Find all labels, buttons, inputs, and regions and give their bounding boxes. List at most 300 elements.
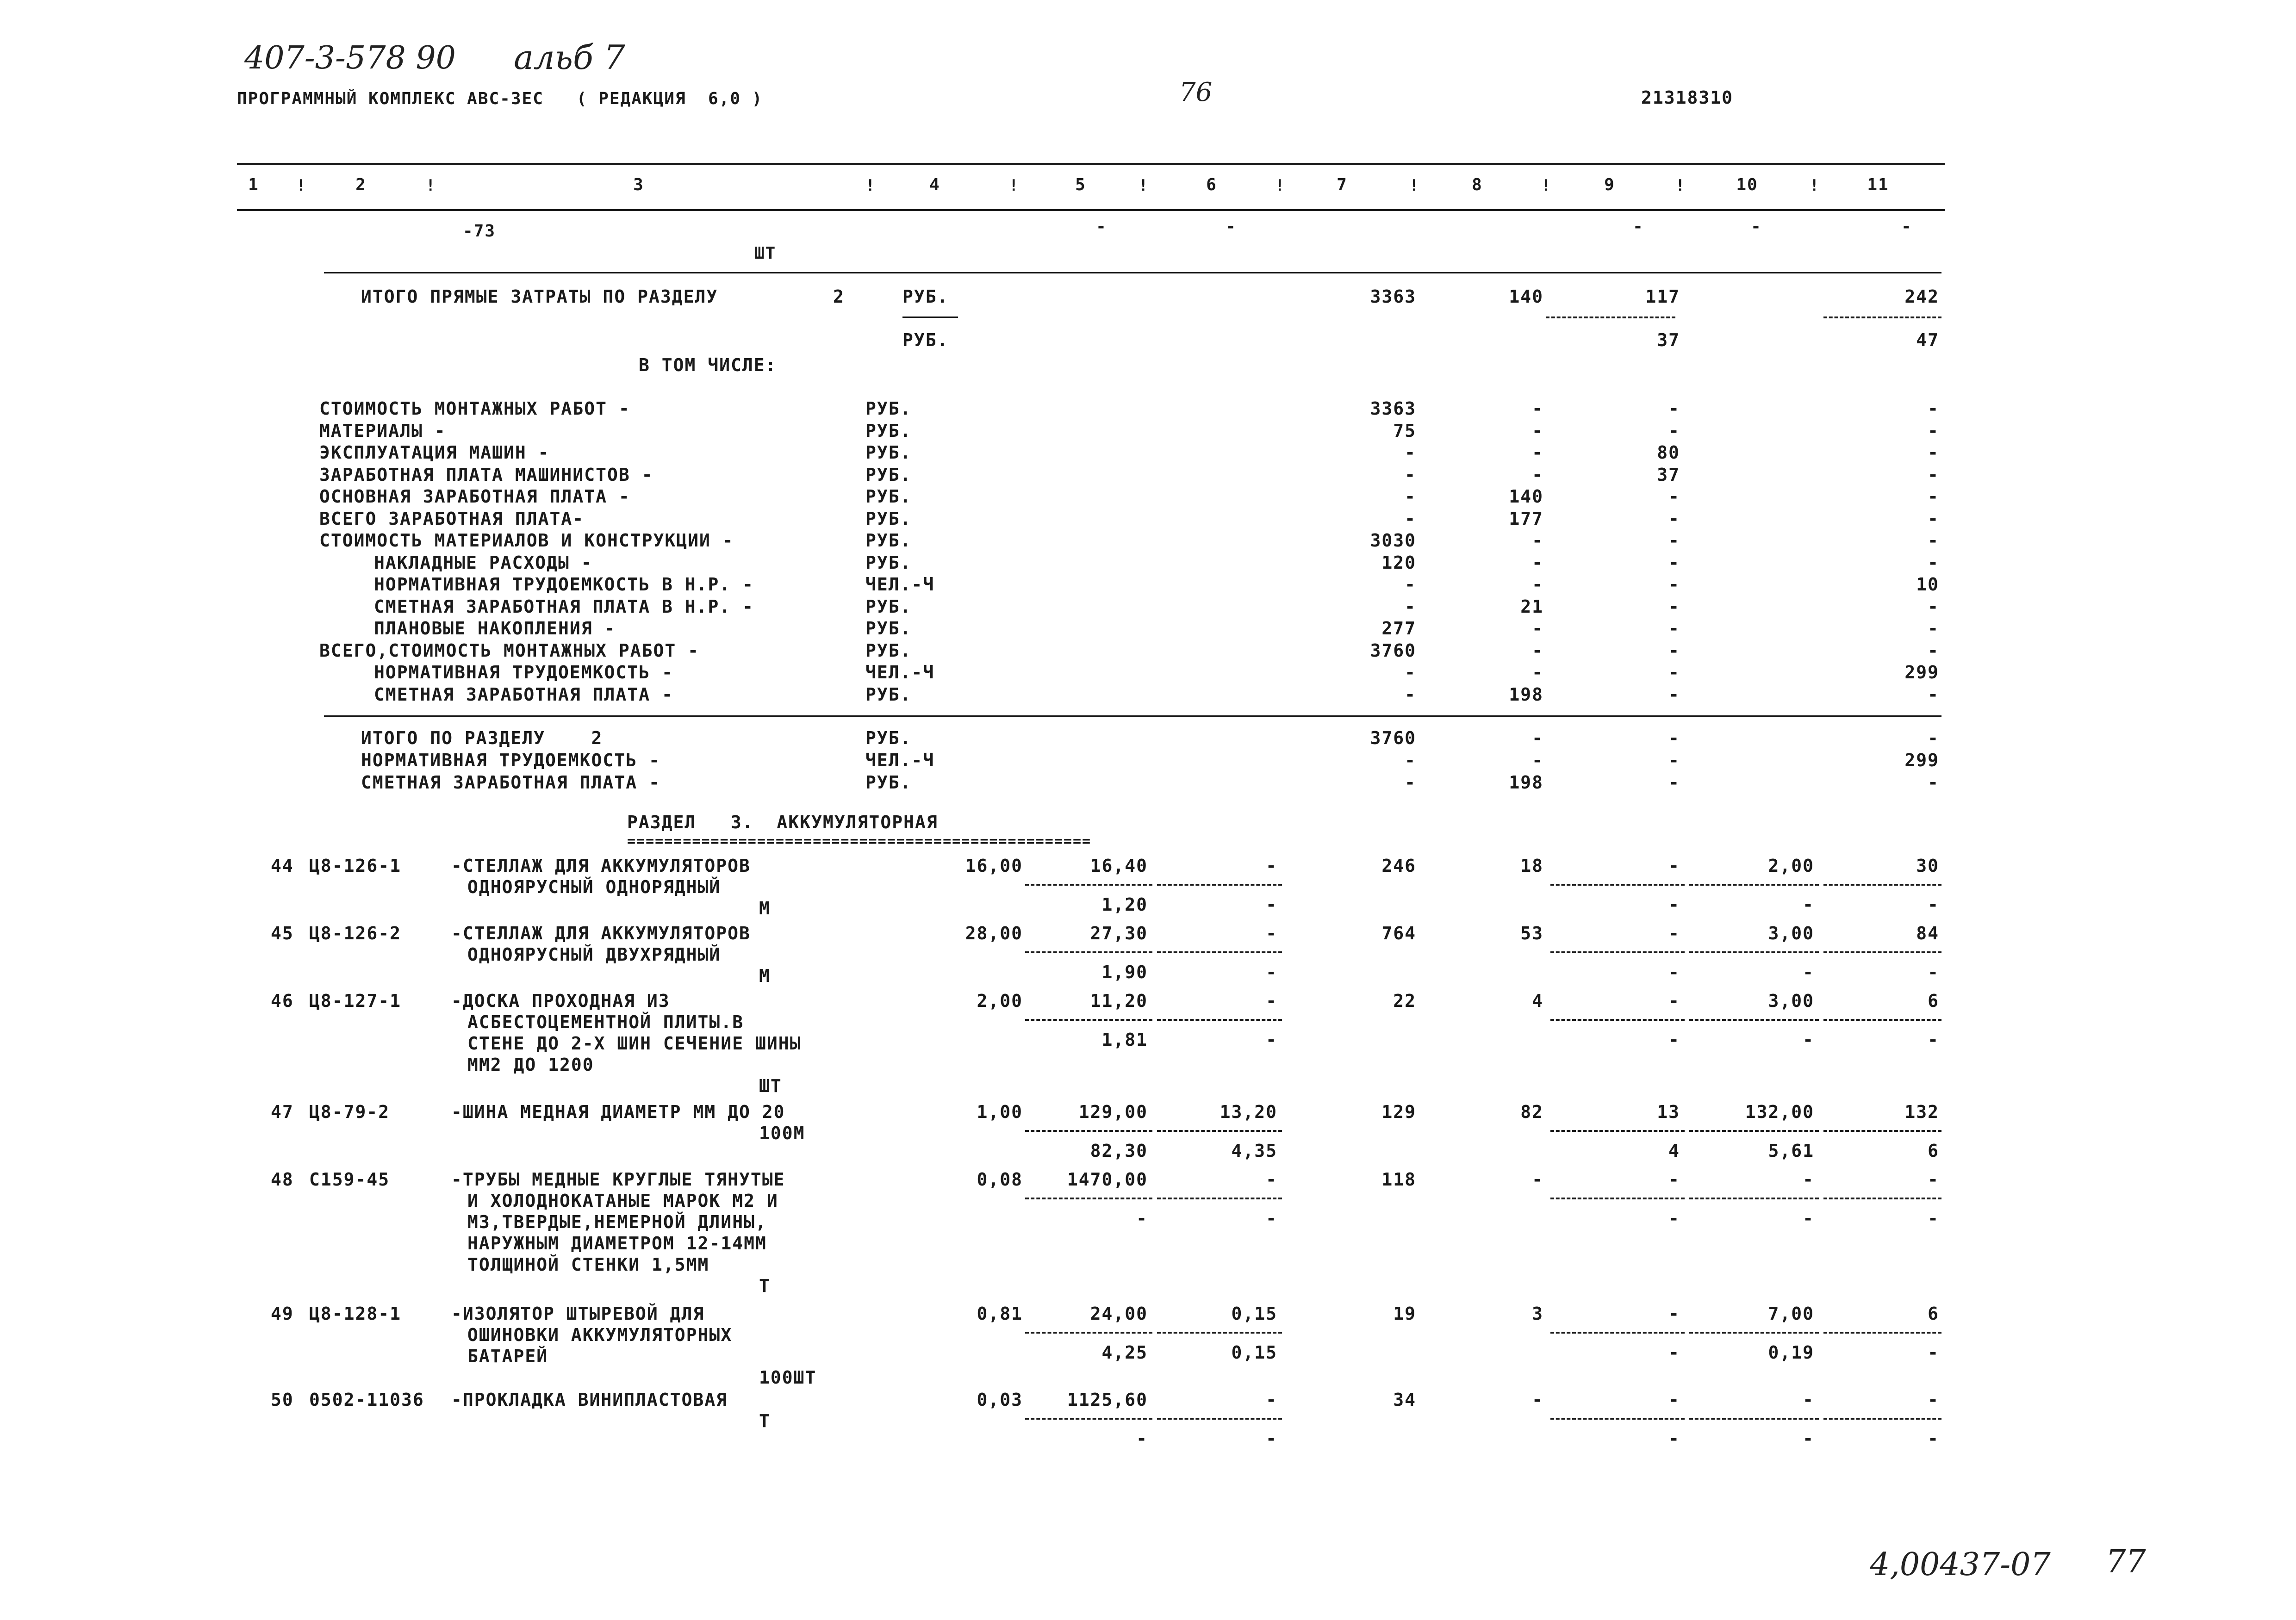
item-c11: 30 — [1916, 856, 1939, 876]
breakdown-c7: - — [1405, 596, 1416, 617]
breakdown-unit: РУБ. — [865, 618, 912, 639]
column-number-5: 5 — [1075, 175, 1086, 194]
breakdown-c7: - — [1405, 486, 1416, 507]
breakdown-c7: 3030 — [1370, 530, 1416, 551]
item-c10: 3,00 — [1768, 923, 1814, 943]
item-description-line: -СТЕЛЛАЖ ДЛЯ АККУМУЛЯТОРОВ — [451, 856, 751, 876]
section3-title: РАЗДЕЛ 3. АККУМУЛЯТОРНАЯ — [627, 812, 938, 832]
item-c6-sub: 4,35 — [1231, 1141, 1277, 1161]
breakdown-label: НОРМАТИВНАЯ ТРУДОЕМКОСТЬ В Н.Р. - — [374, 574, 754, 595]
top-row-c6: - — [1226, 217, 1237, 236]
section2-summary-c8: - — [1532, 750, 1543, 770]
item-number: 46 — [271, 991, 294, 1011]
top-row-c10: - — [1751, 217, 1762, 236]
item-c9-sub: - — [1668, 1208, 1680, 1229]
item-c9-sub: - — [1668, 1428, 1680, 1449]
column-separator: ! — [1275, 176, 1286, 195]
column-separator: ! — [426, 176, 436, 195]
section-total-unit: РУБ. — [902, 286, 949, 307]
item-number: 50 — [271, 1390, 294, 1410]
item-c10-underline — [1689, 951, 1819, 953]
breakdown-c11: - — [1928, 486, 1939, 507]
breakdown-c8: 140 — [1509, 486, 1543, 507]
breakdown-c11: 299 — [1904, 662, 1939, 683]
item-description-line: АСБЕСТОЦЕМЕНТНОЙ ПЛИТЫ.В — [467, 1012, 744, 1032]
breakdown-c7: 3363 — [1370, 398, 1416, 419]
item-description-line: ОДНОЯРУСНЫЙ ОДНОРЯДНЫЙ — [467, 877, 721, 897]
item-c9-sub: 4 — [1668, 1141, 1680, 1161]
breakdown-unit: РУБ. — [865, 398, 912, 419]
breakdown-c11: - — [1928, 398, 1939, 419]
breakdown-c7: - — [1405, 442, 1416, 463]
breakdown-c9: - — [1668, 618, 1680, 639]
item-c5-sub: 1,90 — [1101, 962, 1148, 982]
item-c5: 1470,00 — [1067, 1169, 1148, 1190]
item-c6: - — [1266, 1390, 1277, 1410]
item-code: Ц8-128-1 — [309, 1303, 402, 1324]
item-number: 48 — [271, 1169, 294, 1190]
breakdown-c11: - — [1928, 618, 1939, 639]
item-code: Ц8-127-1 — [309, 991, 402, 1011]
item-c7: 118 — [1381, 1169, 1416, 1190]
breakdown-c9: - — [1668, 574, 1680, 595]
breakdown-c9: - — [1668, 530, 1680, 551]
item-code: Ц8-126-2 — [309, 923, 402, 943]
item-unit: ШТ — [759, 1076, 782, 1096]
item-c11-sub: - — [1928, 962, 1939, 982]
item-unit: Т — [759, 1276, 771, 1296]
section2-summary-c7: - — [1405, 750, 1416, 770]
item-unit: М — [759, 898, 771, 919]
item-c6-underline — [1157, 1130, 1282, 1132]
section-total-c9-sub: 37 — [1657, 330, 1680, 350]
item-description-line: ОДНОЯРУСНЫЙ ДВУХРЯДНЫЙ — [467, 944, 721, 965]
column-number-4: 4 — [929, 175, 940, 194]
document-code: 21318310 — [1641, 87, 1734, 108]
breakdown-c11: - — [1928, 684, 1939, 705]
handwritten-footer-code: 4,00437-07 — [1870, 1546, 2051, 1583]
program-line: ПРОГРАММНЫЙ КОМПЛЕКС АВС-3ЕС ( РЕДАКЦИЯ 6,0 ) — [237, 89, 763, 108]
item-c9-underline — [1550, 1418, 1685, 1420]
breakdown-label: ПЛАНОВЫЕ НАКОПЛЕНИЯ - — [374, 618, 616, 639]
item-c5-sub: 1,20 — [1101, 894, 1148, 915]
item-c11-underline — [1823, 1332, 1941, 1334]
item-c7: 246 — [1381, 856, 1416, 876]
breakdown-c9: - — [1668, 486, 1680, 507]
item-c4: 0,81 — [977, 1303, 1023, 1324]
column-separator: ! — [296, 176, 307, 195]
column-separator: ! — [865, 176, 876, 195]
breakdown-c8: 21 — [1520, 596, 1543, 617]
breakdown-c11: - — [1928, 421, 1939, 441]
c9-underline — [1546, 317, 1675, 318]
section2-summary-c8: 198 — [1509, 772, 1543, 793]
item-c10-sub: - — [1803, 894, 1814, 915]
breakdown-c9: - — [1668, 640, 1680, 661]
section2-summary-c9: - — [1668, 772, 1680, 793]
breakdown-c8: - — [1532, 618, 1543, 639]
c11-underline — [1823, 317, 1941, 318]
section2-summary-c11: 299 — [1904, 750, 1939, 770]
item-c9: - — [1668, 1169, 1680, 1190]
item-c9: - — [1668, 1390, 1680, 1410]
item-c9-underline — [1550, 1198, 1685, 1199]
item-c11-underline — [1823, 951, 1941, 953]
item-c6-sub: - — [1266, 1030, 1277, 1050]
breakdown-unit: РУБ. — [865, 596, 912, 617]
column-separator: ! — [1675, 176, 1686, 195]
item-c5-underline — [1025, 884, 1152, 886]
breakdown-label: ВСЕГО,СТОИМОСТЬ МОНТАЖНЫХ РАБОТ - — [319, 640, 699, 661]
section2-summary-c8: - — [1532, 728, 1543, 748]
item-c4: 2,00 — [977, 991, 1023, 1011]
item-c5: 1125,60 — [1067, 1390, 1148, 1410]
item-c11-underline — [1823, 1130, 1941, 1132]
breakdown-c8: - — [1532, 552, 1543, 573]
item-c7: 19 — [1393, 1303, 1416, 1324]
item-c10-underline — [1689, 1019, 1819, 1021]
breakdown-c9: - — [1668, 662, 1680, 683]
item-c10: 132,00 — [1745, 1102, 1814, 1122]
breakdown-c7: - — [1405, 684, 1416, 705]
item-c5-sub: 4,25 — [1101, 1342, 1148, 1363]
breakdown-c7: - — [1405, 662, 1416, 683]
column-separator: ! — [1139, 176, 1149, 195]
breakdown-c9: - — [1668, 421, 1680, 441]
item-description-line: ОШИНОВКИ АККУМУЛЯТОРНЫХ — [467, 1325, 733, 1345]
column-separator: ! — [1409, 176, 1420, 195]
item-c5: 24,00 — [1090, 1303, 1148, 1324]
item-description-line: -ШИНА МЕДНАЯ ДИАМЕТР ММ ДО 20 — [451, 1102, 785, 1122]
section-total-label: ИТОГО ПРЯМЫЕ ЗАТРАТЫ ПО РАЗДЕЛУ — [361, 286, 718, 307]
item-c10: 7,00 — [1768, 1303, 1814, 1324]
item-c10: 2,00 — [1768, 856, 1814, 876]
column-separator: ! — [1009, 176, 1020, 195]
item-c9-sub: - — [1668, 1030, 1680, 1050]
item-c6: 13,20 — [1220, 1102, 1277, 1122]
item-c10-sub: - — [1803, 1030, 1814, 1050]
item-unit: 100ШТ — [759, 1367, 817, 1388]
item-c4: 16,00 — [965, 856, 1023, 876]
item-c9-underline — [1550, 1332, 1685, 1334]
item-c10-underline — [1689, 1130, 1819, 1132]
breakdown-label: СТОИМОСТЬ МАТЕРИАЛОВ И КОНСТРУКЦИИ - — [319, 530, 734, 551]
header-bottom-rule — [237, 209, 1945, 211]
breakdown-c11: - — [1928, 596, 1939, 617]
breakdown-unit: РУБ. — [865, 684, 912, 705]
item-c6-underline — [1157, 1198, 1282, 1199]
breakdown-unit: РУБ. — [865, 442, 912, 463]
item-c6: - — [1266, 1169, 1277, 1190]
breakdown-label: МАТЕРИАЛЫ - — [319, 421, 446, 441]
item-c5: 11,20 — [1090, 991, 1148, 1011]
item-c8: 53 — [1520, 923, 1543, 943]
breakdown-c8: - — [1532, 662, 1543, 683]
item-unit: Т — [759, 1411, 771, 1431]
column-number-8: 8 — [1472, 175, 1483, 194]
breakdown-c8: - — [1532, 465, 1543, 485]
item-c11-sub: - — [1928, 1208, 1939, 1229]
breakdown-unit: РУБ. — [865, 552, 912, 573]
item-c10-sub: - — [1803, 1208, 1814, 1229]
top-row-c9: - — [1633, 217, 1644, 236]
page-number: 76 — [1179, 77, 1213, 107]
breakdown-c11: 10 — [1916, 574, 1939, 595]
item-code: 0502-11036 — [309, 1390, 424, 1410]
item-c9-sub: - — [1668, 962, 1680, 982]
breakdown-unit: РУБ. — [865, 640, 912, 661]
top-row-c11: - — [1901, 217, 1912, 236]
breakdown-unit: РУБ. — [865, 509, 912, 529]
item-c11: - — [1928, 1169, 1939, 1190]
item-description-line: НАРУЖНЫМ ДИАМЕТРОМ 12-14ММ — [467, 1233, 767, 1254]
in-that-number-heading: В ТОМ ЧИСЛЕ: — [639, 355, 777, 375]
item-c11: 6 — [1928, 991, 1939, 1011]
item-code: Ц8-126-1 — [309, 856, 402, 876]
breakdown-c9: 37 — [1657, 465, 1680, 485]
item-number: 44 — [271, 856, 294, 876]
item-c9: - — [1668, 1303, 1680, 1324]
section-total-c9: 117 — [1645, 286, 1680, 307]
section2-summary-c11: - — [1928, 728, 1939, 748]
section-total-c8: 140 — [1509, 286, 1543, 307]
item-c5: 16,40 — [1090, 856, 1148, 876]
breakdown-label: НАКЛАДНЫЕ РАСХОДЫ - — [374, 552, 593, 573]
item-c9: - — [1668, 923, 1680, 943]
top-row-c5: - — [1096, 217, 1107, 236]
column-separator: ! — [1541, 176, 1552, 195]
item-c11: 132 — [1904, 1102, 1939, 1122]
item-c6: - — [1266, 856, 1277, 876]
section2-summary-c11: - — [1928, 772, 1939, 793]
item-description-line: ММ2 ДО 1200 — [467, 1055, 594, 1075]
column-number-7: 7 — [1337, 175, 1348, 194]
breakdown-c7: 277 — [1381, 618, 1416, 639]
item-c11-underline — [1823, 884, 1941, 886]
item-c10-underline — [1689, 884, 1819, 886]
breakdown-unit: ЧЕЛ.-Ч — [865, 662, 935, 683]
item-code: Ц8-79-2 — [309, 1102, 390, 1122]
item-c10-underline — [1689, 1332, 1819, 1334]
item-unit: М — [759, 966, 771, 986]
item-c10-sub: 5,61 — [1768, 1141, 1814, 1161]
section-total-number: 2 — [833, 286, 845, 307]
item-c9-underline — [1550, 951, 1685, 953]
breakdown-unit: РУБ. — [865, 465, 912, 485]
divider-before-total — [324, 272, 1941, 273]
top-row-code-fragment: -73 — [463, 222, 496, 241]
breakdown-c9: 80 — [1657, 442, 1680, 463]
item-description-line: И ХОЛОДНОКАТАНЫЕ МАРОК М2 И — [467, 1191, 778, 1211]
item-c11-sub: 6 — [1928, 1141, 1939, 1161]
breakdown-c9: - — [1668, 596, 1680, 617]
item-description-line: -ТРУБЫ МЕДНЫЕ КРУГЛЫЕ ТЯНУТЫЕ — [451, 1169, 785, 1190]
item-c6-sub: - — [1266, 894, 1277, 915]
breakdown-c11: - — [1928, 465, 1939, 485]
breakdown-c8: - — [1532, 574, 1543, 595]
breakdown-c7: - — [1405, 465, 1416, 485]
item-c10-sub: - — [1803, 962, 1814, 982]
item-c9-underline — [1550, 884, 1685, 886]
breakdown-unit: РУБ. — [865, 486, 912, 507]
item-c9: 13 — [1657, 1102, 1680, 1122]
column-number-6: 6 — [1206, 175, 1217, 194]
column-number-2: 2 — [355, 175, 367, 194]
item-c8: - — [1532, 1390, 1543, 1410]
breakdown-label: СМЕТНАЯ ЗАРАБОТНАЯ ПЛАТА - — [374, 684, 673, 705]
item-c5-underline — [1025, 1332, 1152, 1334]
item-c5-sub: - — [1136, 1208, 1148, 1229]
section2-summary-unit: РУБ. — [865, 772, 912, 793]
section2-summary-label: СМЕТНАЯ ЗАРАБОТНАЯ ПЛАТА - — [361, 772, 660, 793]
breakdown-c9: - — [1668, 509, 1680, 529]
item-c5: 27,30 — [1090, 923, 1148, 943]
section2-summary-c7: - — [1405, 772, 1416, 793]
breakdown-c9: - — [1668, 398, 1680, 419]
item-c4: 1,00 — [977, 1102, 1023, 1122]
section2-summary-unit: ЧЕЛ.-Ч — [865, 750, 935, 770]
column-number-1: 1 — [248, 175, 259, 194]
breakdown-label: ОСНОВНАЯ ЗАРАБОТНАЯ ПЛАТА - — [319, 486, 630, 507]
item-number: 45 — [271, 923, 294, 943]
breakdown-c7: 75 — [1393, 421, 1416, 441]
item-description-line: ТОЛЩИНОЙ СТЕНКИ 1,5ММ — [467, 1254, 709, 1275]
handwritten-doc-number: 407-3-578 90 — [244, 40, 456, 76]
item-c6-underline — [1157, 1332, 1282, 1334]
item-c5: 129,00 — [1078, 1102, 1148, 1122]
breakdown-c8: - — [1532, 442, 1543, 463]
column-number-10: 10 — [1736, 175, 1758, 194]
item-description-line: БАТАРЕЙ — [467, 1346, 548, 1366]
item-c5-sub: 82,30 — [1090, 1141, 1148, 1161]
item-c9-sub: - — [1668, 1342, 1680, 1363]
breakdown-c7: - — [1405, 509, 1416, 529]
item-description-line: М3,ТВЕРДЫЕ,НЕМЕРНОЙ ДЛИНЫ, — [467, 1212, 767, 1232]
breakdown-label: НОРМАТИВНАЯ ТРУДОЕМКОСТЬ - — [374, 662, 673, 683]
item-description-line: -ИЗОЛЯТОР ШТЫРЕВОЙ ДЛЯ — [451, 1303, 705, 1324]
handwritten-album: альб 7 — [514, 38, 625, 77]
item-c11-sub: - — [1928, 1428, 1939, 1449]
item-c10: - — [1803, 1390, 1814, 1410]
breakdown-c8: - — [1532, 640, 1543, 661]
item-description-line: СТЕНЕ ДО 2-Х ШИН СЕЧЕНИЕ ШИНЫ — [467, 1033, 802, 1054]
item-c11-underline — [1823, 1198, 1941, 1199]
item-c9-sub: - — [1668, 894, 1680, 915]
item-c5-underline — [1025, 1198, 1152, 1199]
item-c10-underline — [1689, 1418, 1819, 1420]
top-row-unit: ШТ — [754, 244, 777, 263]
breakdown-c11: - — [1928, 552, 1939, 573]
item-c5-sub: - — [1136, 1428, 1148, 1449]
item-c11-underline — [1823, 1019, 1941, 1021]
item-description-line: -ДОСКА ПРОХОДНАЯ ИЗ — [451, 991, 670, 1011]
item-code: С159-45 — [309, 1169, 390, 1190]
breakdown-c7: - — [1405, 574, 1416, 595]
breakdown-unit: ЧЕЛ.-Ч — [865, 574, 935, 595]
section-total-c11: 242 — [1904, 286, 1939, 307]
section2-summary-label: ИТОГО ПО РАЗДЕЛУ 2 — [361, 728, 603, 748]
breakdown-c7: 3760 — [1370, 640, 1416, 661]
breakdown-label: ВСЕГО ЗАРАБОТНАЯ ПЛАТА- — [319, 509, 585, 529]
header-top-rule — [237, 163, 1945, 165]
breakdown-unit: РУБ. — [865, 530, 912, 551]
breakdown-c8: - — [1532, 530, 1543, 551]
breakdown-c11: - — [1928, 640, 1939, 661]
item-c7: 34 — [1393, 1390, 1416, 1410]
item-c5-underline — [1025, 1130, 1152, 1132]
section2-summary-label: НОРМАТИВНАЯ ТРУДОЕМКОСТЬ - — [361, 750, 660, 770]
item-c4: 28,00 — [965, 923, 1023, 943]
section2-summary-c7: 3760 — [1370, 728, 1416, 748]
item-c6: - — [1266, 923, 1277, 943]
item-c8: - — [1532, 1169, 1543, 1190]
item-c6: - — [1266, 991, 1277, 1011]
breakdown-c9: - — [1668, 552, 1680, 573]
item-c11-sub: - — [1928, 1342, 1939, 1363]
column-separator: ! — [1810, 176, 1820, 195]
item-c6-sub: - — [1266, 1428, 1277, 1449]
item-c8: 18 — [1520, 856, 1543, 876]
breakdown-c8: 177 — [1509, 509, 1543, 529]
breakdown-label: ЭКСПЛУАТАЦИЯ МАШИН - — [319, 442, 550, 463]
section-total-unit-2: РУБ. — [902, 330, 949, 350]
item-c8: 3 — [1532, 1303, 1543, 1324]
section-total-c11-sub: 47 — [1916, 330, 1939, 350]
item-c7: 764 — [1381, 923, 1416, 943]
item-unit: 100М — [759, 1123, 805, 1143]
item-c6-sub: 0,15 — [1231, 1342, 1277, 1363]
item-c10: 3,00 — [1768, 991, 1814, 1011]
item-c11: 6 — [1928, 1303, 1939, 1324]
item-c6-underline — [1157, 1019, 1282, 1021]
breakdown-label: СМЕТНАЯ ЗАРАБОТНАЯ ПЛАТА В Н.Р. - — [374, 596, 754, 617]
item-c11-sub: - — [1928, 894, 1939, 915]
breakdown-c8: - — [1532, 421, 1543, 441]
item-number: 47 — [271, 1102, 294, 1122]
item-number: 49 — [271, 1303, 294, 1324]
item-c11: 84 — [1916, 923, 1939, 943]
item-c4: 0,03 — [977, 1390, 1023, 1410]
item-c6-sub: - — [1266, 1208, 1277, 1229]
section3-underline: ================================================== — [627, 833, 1092, 850]
divider-after-breakdown — [324, 715, 1941, 717]
breakdown-label: ЗАРАБОТНАЯ ПЛАТА МАШИНИСТОВ - — [319, 465, 653, 485]
breakdown-c7: 120 — [1381, 552, 1416, 573]
item-c9: - — [1668, 856, 1680, 876]
breakdown-c11: - — [1928, 509, 1939, 529]
item-c11: - — [1928, 1390, 1939, 1410]
item-c5-underline — [1025, 1418, 1152, 1420]
breakdown-c8: - — [1532, 398, 1543, 419]
item-c10-underline — [1689, 1198, 1819, 1199]
item-c6-underline — [1157, 1418, 1282, 1420]
item-c8: 4 — [1532, 991, 1543, 1011]
item-c5-sub: 1,81 — [1101, 1030, 1148, 1050]
item-c10: - — [1803, 1169, 1814, 1190]
item-c10-sub: - — [1803, 1428, 1814, 1449]
item-c7: 22 — [1393, 991, 1416, 1011]
item-c9-underline — [1550, 1019, 1685, 1021]
item-c4: 0,08 — [977, 1169, 1023, 1190]
item-description-line: -СТЕЛЛАЖ ДЛЯ АККУМУЛЯТОРОВ — [451, 923, 751, 943]
item-c6-underline — [1157, 951, 1282, 953]
item-c7: 129 — [1381, 1102, 1416, 1122]
column-number-9: 9 — [1604, 175, 1615, 194]
item-c5-underline — [1025, 951, 1152, 953]
item-c6: 0,15 — [1231, 1303, 1277, 1324]
item-c11-sub: - — [1928, 1030, 1939, 1050]
item-c8: 82 — [1520, 1102, 1543, 1122]
